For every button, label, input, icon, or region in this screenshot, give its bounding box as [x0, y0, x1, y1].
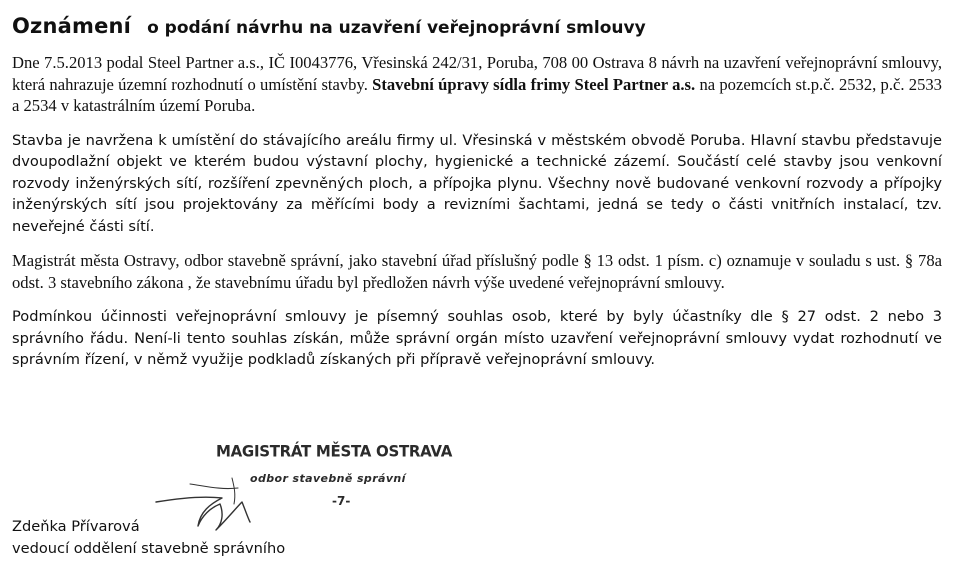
paragraph-building-description: Stavba je navržena k umístění do stávajícího areálu firmy ul. Vřesinská v městském obvodě Poruba. Hlavní stavbu představuje dvoupodlažní objekt ve kterém budou výstavní plochy, hygienické a technické zázemí. Součástí celé stavby jsou venkovní rozvody inženýrských sítí, rozšíření zpevněných ploch, a přípojka plynu. Všechny nově budované venkovní rozvody a přípojky inženýrských sítí jsou projektovány za měřícími body a revizními šachtami, jedná se tedy o části vnitřních instalací, tzv. neveřejné části sítí.	[12, 131, 942, 235]
paragraph-application-project: Stavební úpravy sídla frimy Steel Partner a.s.	[372, 74, 696, 94]
stamp-department: odbor stavebně správní	[250, 472, 406, 485]
stamp-number: -7-	[332, 494, 351, 508]
paragraph-application-location: na pozemcích st.p.č. 2532, p.č. 2533 a 2534 v katastrálním území Poruba.	[12, 74, 942, 116]
heading-title: Oznámení	[12, 14, 132, 38]
stamp-title: MAGISTRÁT MĚSTA OSTRAVA	[216, 442, 453, 461]
document-body	[12, 14, 942, 384]
paragraph-application	[12, 52, 942, 117]
paragraph-application-intro: Dne 7.5.2013 podal Steel Partner a.s., IČ I0043776, Vřesinská 242/31, Poruba, 708 00 Ostrava 8 návrh na uzavření veřejnoprávní smlouvy, která nahrazuje územní rozhodnutí o umístění stavby.	[12, 53, 942, 94]
heading-subtitle: o podání návrhu na uzavření veřejnoprávní smlouvy	[147, 18, 646, 38]
signer-name: Zdeňka Přívarová	[12, 518, 140, 535]
signer-role: vedoucí oddělení stavebně správního	[12, 540, 286, 557]
paragraph-announcement: Magistrát města Ostravy, odbor stavebně správní, jako stavební úřad příslušný podle § 13 odst. 1 písm. c) oznamuje v souladu s ust. § 78a odst. 3 stavebního zákona , že stavebnímu úřadu byl předložen návrh výše uvedené veřejnoprávní smlouvy.	[12, 251, 942, 292]
paragraph-condition: Podmínkou účinnosti veřejnoprávní smlouvy je písemný souhlas osob, které by byly účastníky dle § 27 odst. 2 nebo 3 správního řádu. Není-li tento souhlas získán, může správní orgán místo uzavření veřejnoprávní smlouvy vydat rozhodnutí ve správním řízení, v němž využije podkladů získaných při přípravě veřejnoprávní smlouvy.	[12, 308, 942, 369]
official-stamp	[216, 442, 453, 508]
document-heading	[12, 14, 942, 39]
signer-block	[12, 516, 285, 560]
